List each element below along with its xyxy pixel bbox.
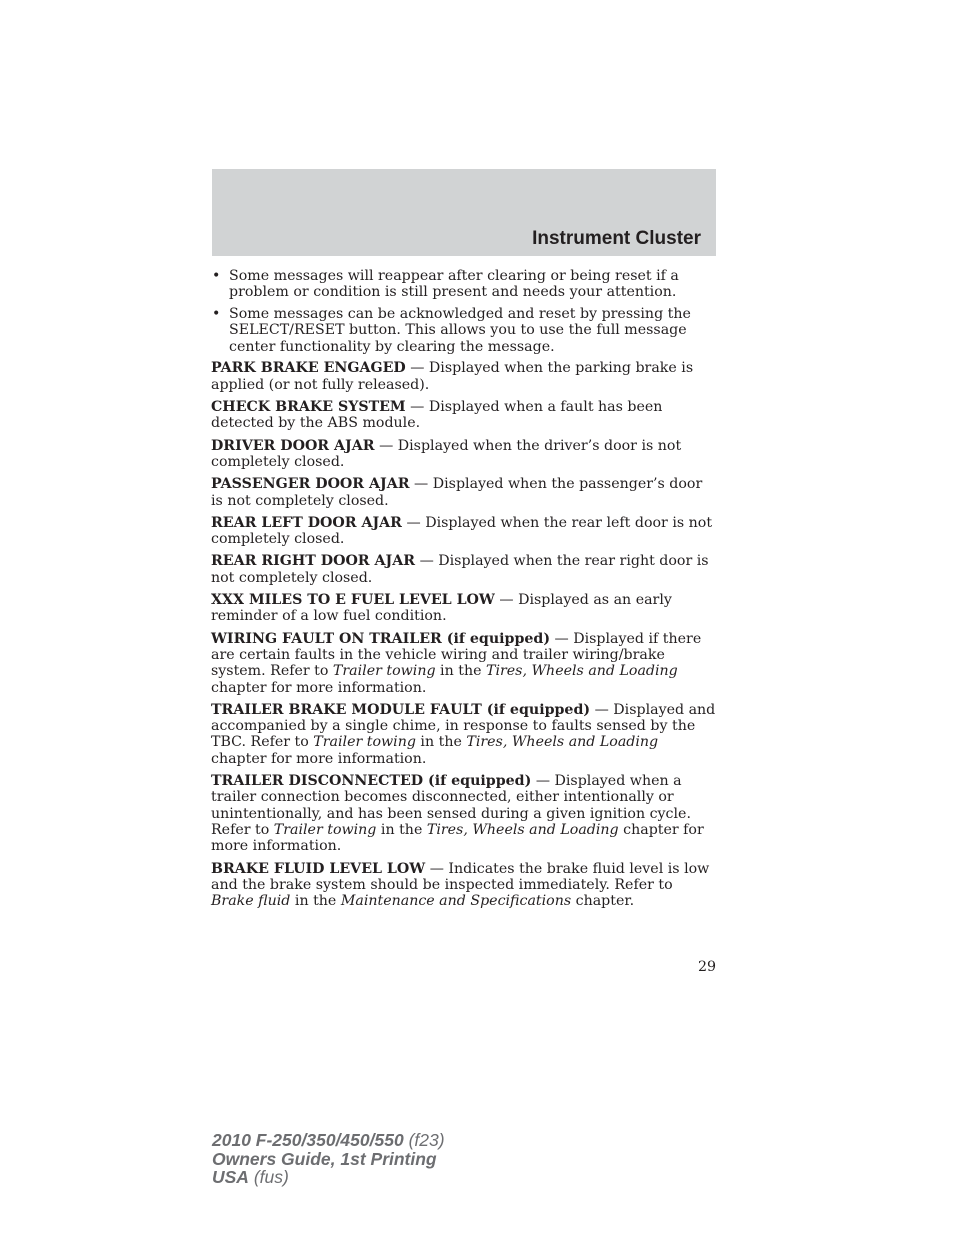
message-description: — Displayed and accompanied by a single chime, in response to faults sensed by the TBC. Refer to: [211, 701, 716, 751]
message-description: chapter for more information.: [211, 821, 704, 855]
cross-reference: Brake fluid: [211, 893, 291, 910]
message-description: chapter for more information.: [211, 679, 427, 696]
message-entry-rear-right-door-ajar: [211, 553, 717, 586]
message-term: REAR LEFT DOOR AJAR: [211, 514, 402, 531]
bullet-text: Some messages can be acknowledged and reset by pressing the SELECT/RESET button. This allows you to use the full message center functionality by clearing the message.: [229, 306, 691, 355]
message-description: — Displayed if there are certain faults in the vehicle wiring and trailer wiring/brake system. Refer to: [211, 630, 702, 680]
cross-reference-chapter: Maintenance and Specifications: [340, 893, 572, 910]
cross-reference-chapter: Tires, Wheels and Loading: [466, 734, 659, 751]
footer-region-code: (fus): [248, 1167, 289, 1187]
message-term: PASSENGER DOOR AJAR: [211, 476, 410, 493]
message-term: PARK BRAKE ENGAGED: [211, 360, 406, 377]
message-description: — Displayed when the passenger’s door is not completely closed.: [211, 476, 703, 509]
bullet-icon: •: [212, 268, 221, 284]
footer-model-code: (f23): [403, 1130, 445, 1150]
message-term: XXX MILES TO E FUEL LEVEL LOW: [211, 592, 495, 609]
message-description: — Displayed when the rear right door is not completely closed.: [211, 553, 709, 586]
message-entry-brake-fluid-level-low: [211, 861, 717, 910]
page-number: 29: [697, 959, 716, 975]
footer-model: 2010 F-250/350/450/550: [212, 1130, 404, 1150]
section-header-band: [212, 169, 716, 256]
message-entry-wiring-fault-on-trailer: [211, 631, 717, 696]
cross-reference-chapter: Tires, Wheels and Loading: [426, 821, 619, 838]
message-term: CHECK BRAKE SYSTEM: [211, 399, 406, 416]
message-description: in the: [435, 663, 486, 680]
footer-model-line: [212, 1131, 445, 1150]
message-description: chapter for more information.: [211, 750, 427, 767]
message-description: — Displayed when a trailer connection becomes disconnected, either intentionally or unintentionally, and has been sensed during a given ignition cycle. Refer to: [211, 773, 691, 838]
message-description: — Indicates the brake fluid level is low and the brake system should be inspected immediately. Refer to: [211, 860, 710, 893]
message-entry-passenger-door-ajar: [211, 476, 717, 509]
page-content: [211, 268, 717, 915]
footer-region-line: [212, 1168, 445, 1187]
message-description: in the: [376, 821, 427, 838]
section-title: Instrument Cluster: [532, 228, 701, 249]
message-term: WIRING FAULT ON TRAILER (if equipped): [211, 630, 551, 647]
message-entry-rear-left-door-ajar: [211, 515, 717, 548]
cross-reference: Trailer towing: [332, 663, 436, 680]
message-description: — Displayed as an early reminder of a low fuel condition.: [211, 592, 672, 625]
message-term: TRAILER DISCONNECTED (if equipped): [211, 773, 532, 790]
message-term: REAR RIGHT DOOR AJAR: [211, 553, 416, 570]
bullet-item: [211, 268, 717, 301]
message-entry-driver-door-ajar: [211, 438, 717, 471]
bullet-item: [211, 306, 717, 355]
cross-reference-chapter: Tires, Wheels and Loading: [486, 663, 678, 680]
message-term: BRAKE FLUID LEVEL LOW: [211, 860, 426, 877]
bullet-icon: •: [212, 306, 221, 323]
message-description: in the: [415, 734, 467, 751]
message-entry-fuel-level-low: [211, 592, 717, 625]
message-description: — Displayed when the rear left door is not completely closed.: [211, 514, 713, 548]
footer-edition-line: Owners Guide, 1st Printing: [212, 1148, 437, 1169]
message-entry-trailer-disconnected: [211, 773, 717, 854]
cross-reference: Trailer towing: [313, 734, 416, 751]
message-term: TRAILER BRAKE MODULE FAULT (if equipped): [211, 701, 591, 718]
message-description: chapter.: [571, 893, 635, 910]
bullet-list: [211, 268, 717, 355]
message-description: in the: [290, 893, 341, 910]
message-description: — Displayed when a fault has been detected by the ABS module.: [211, 399, 663, 432]
cross-reference: Trailer towing: [273, 821, 377, 838]
message-entry-trailer-brake-module-fault: [211, 702, 717, 767]
footer-region: USA: [212, 1167, 249, 1187]
message-description: — Displayed when the parking brake is applied (or not fully released).: [211, 360, 694, 393]
bullet-text: Some messages will reappear after clearing or being reset if a problem or condition is still present and needs your attention.: [229, 268, 679, 301]
document-footer: [212, 1131, 445, 1187]
message-description: — Displayed when the driver’s door is not completely closed.: [211, 437, 682, 470]
message-entry-park-brake-engaged: [211, 360, 717, 393]
message-entry-check-brake-system: [211, 399, 717, 432]
message-term: DRIVER DOOR AJAR: [211, 437, 375, 454]
